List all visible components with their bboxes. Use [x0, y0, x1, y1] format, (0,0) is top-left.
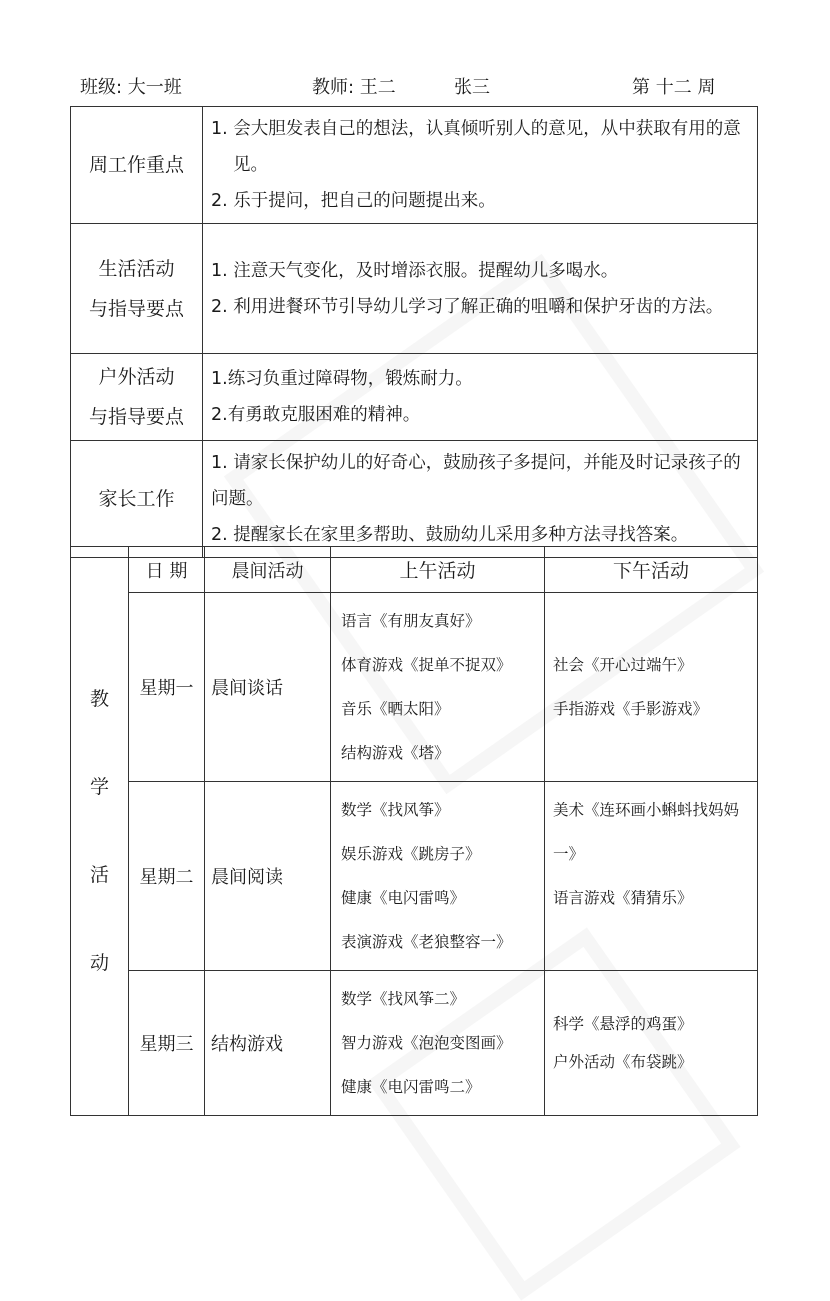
plan-row — [71, 354, 758, 441]
activity-item: 美术《连环画小蝌蚪找妈妈一》 — [553, 801, 740, 863]
activity-item: 科学《悬浮的鸡蛋》 — [553, 1015, 693, 1033]
am-activities — [331, 971, 545, 1116]
teacher-label: 教师: 王二 — [312, 77, 396, 98]
section-content — [203, 107, 758, 224]
header-morning: 晨间活动 — [205, 547, 331, 593]
section-item: 2.有勇敢克服困难的精神。 — [211, 405, 421, 425]
plan-row — [71, 224, 758, 354]
activity-item: 户外活动《布袋跳》 — [553, 1053, 693, 1071]
activity-item: 健康《电闪雷鸣二》 — [341, 1078, 481, 1096]
activity-item: 语言《有朋友真好》 — [341, 612, 481, 630]
schedule-row — [71, 593, 758, 782]
plan-row — [71, 107, 758, 224]
section-label-line: 与指导要点 — [88, 297, 184, 320]
section-item: 1. 会大胆发表自己的想法，认真倾听别人的意见，从中获取有用的意见。 — [211, 119, 741, 175]
teaching-activity-label — [71, 547, 129, 1116]
morning-activity: 晨间阅读 — [205, 782, 331, 971]
section-label-line: 与指导要点 — [88, 406, 184, 428]
activity-item: 体育游戏《捉单不捉双》 — [341, 656, 512, 674]
section-content — [203, 441, 758, 558]
side-label-char: 活 — [89, 864, 109, 886]
activity-item: 表演游戏《老狼整容一》 — [341, 933, 512, 951]
activity-item: 娱乐游戏《跳房子》 — [341, 845, 481, 863]
day-cell: 星期三 — [129, 971, 205, 1116]
section-label — [71, 441, 203, 558]
schedule-header-row — [71, 547, 758, 593]
morning-activity: 结构游戏 — [205, 971, 331, 1116]
morning-activity: 晨间谈话 — [205, 593, 331, 782]
header-am: 上午活动 — [331, 547, 545, 593]
pm-activities — [545, 593, 758, 782]
activity-item: 数学《找风筝二》 — [341, 990, 466, 1008]
activity-item: 数学《找风筝》 — [341, 801, 450, 819]
activity-item: 社会《开心过端午》 — [553, 656, 693, 674]
section-label — [71, 224, 203, 354]
header-pm: 下午活动 — [545, 547, 758, 593]
day-cell: 星期一 — [129, 593, 205, 782]
section-label-line: 生活活动 — [98, 257, 175, 280]
activity-item: 音乐《晒太阳》 — [341, 700, 450, 718]
schedule-row — [71, 971, 758, 1116]
class-label: 班级: 大一班 — [80, 77, 182, 98]
section-item: 2. 利用进餐环节引导幼儿学习了解正确的咀嚼和保护牙齿的方法。 — [211, 296, 724, 317]
section-label-line: 家长工作 — [98, 488, 175, 510]
plan-row — [71, 441, 758, 558]
weekly-plan-table — [70, 106, 758, 558]
schedule-row — [71, 782, 758, 971]
activity-item: 语言游戏《猜猜乐》 — [553, 889, 693, 907]
am-activities — [331, 593, 545, 782]
section-label — [71, 354, 203, 441]
side-label-char: 教 — [89, 688, 109, 710]
week-label: 第 十二 周 — [632, 77, 716, 98]
pm-activities — [545, 971, 758, 1116]
teaching-schedule-table — [70, 546, 758, 1116]
activity-item: 手指游戏《手影游戏》 — [553, 700, 709, 718]
section-item: 1. 请家长保护幼儿的好奇心，鼓励孩子多提问，并能及时记录孩子的问题。 — [211, 453, 741, 509]
section-label — [71, 107, 203, 224]
activity-item: 结构游戏《塔》 — [341, 744, 450, 762]
section-content — [203, 354, 758, 441]
section-label-line: 周工作重点 — [88, 154, 184, 176]
page-header — [76, 72, 766, 104]
section-label-line: 户外活动 — [98, 366, 175, 388]
section-item: 2. 乐于提问，把自己的问题提出来。 — [211, 191, 496, 211]
pm-activities — [545, 782, 758, 971]
section-item: 1. 注意天气变化，及时增添衣服。提醒幼儿多喝水。 — [211, 260, 619, 281]
teacher-name-2: 张三 — [454, 77, 490, 98]
section-item: 2. 提醒家长在家里多帮助、鼓励幼儿采用多种方法寻找答案。 — [211, 525, 689, 545]
activity-item: 健康《电闪雷鸣》 — [341, 889, 466, 907]
section-content — [203, 224, 758, 354]
activity-item: 智力游戏《泡泡变图画》 — [341, 1034, 512, 1052]
day-cell: 星期二 — [129, 782, 205, 971]
header-date: 日 期 — [129, 547, 205, 593]
section-item: 1.练习负重过障碍物，锻炼耐力。 — [211, 369, 473, 389]
side-label-char: 动 — [89, 952, 109, 974]
side-label-char: 学 — [89, 776, 109, 798]
am-activities — [331, 782, 545, 971]
